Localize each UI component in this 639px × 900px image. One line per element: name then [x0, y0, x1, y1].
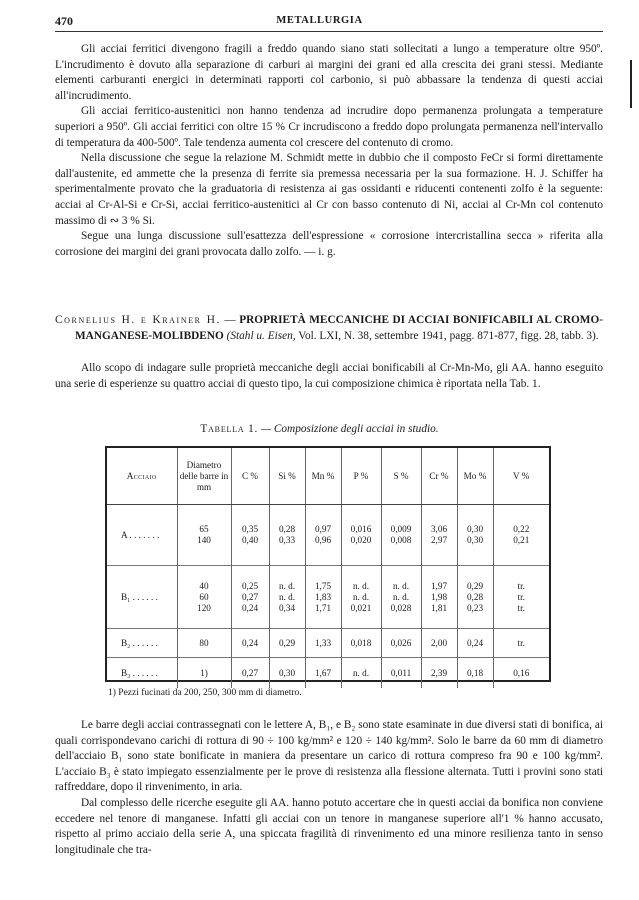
cell-s: 0,009 0,008 [381, 505, 421, 566]
header-cell: C % [231, 448, 269, 505]
margin-mark [630, 60, 632, 108]
cell-v: 0,22 0,21 [493, 505, 549, 566]
body-text-top [55, 42, 603, 260]
cell-mn: 1,33 [305, 629, 341, 658]
paragraph: Gli acciai ferritico-austenitici non hanno tendenza ad incrudire dopo permanenza prolungata a temperature superiori a 950º. Gli acciai ferritici con oltre 15 % Cr incrudiscono a freddo dopo prolungata permanenza nell'intervallo di temperatura da 400-500º. Tale tendenza aumenta col crescere del contenuto di cromo. [55, 105, 603, 149]
cell-diametro: 80 [177, 629, 231, 658]
paragraph: Le barre degli acciai contrassegnati con le lettere A, B₁, e B₂ sono state esaminate in due diversi stati di bonifica, ai quali corrispondevano carichi di rottura di 90 ÷ 100 kg/mm² e 120 ÷ 140 kg/mm². Solo le barre da 60 mm di diametro dell'acciaio B₁ sono state bonificate in maniera da presentare un carico di rottura compreso fra 90 e 100 kg/mm². L'acciaio B₃ è stato impiegato essenzialmente per le prove di resistenza alla flessione alternata. Tutti i provini sono stati raffreddare, dopo il rinvenimento, in aria. [55, 719, 603, 794]
header-cell: P % [341, 448, 381, 505]
cell-c: 0,27 [231, 658, 269, 689]
table-footnote: 1) Pezzi fucinati da 200, 250, 300 mm di diametro. [108, 688, 302, 698]
cell-mo: 0,30 0,30 [457, 505, 493, 566]
cell-mo: 0,29 0,28 0,23 [457, 566, 493, 629]
header-cell: Mn % [305, 448, 341, 505]
cell-acciaio: B₁ . . . . . . [121, 591, 158, 602]
table-row [107, 566, 549, 629]
header-cell: Acciaio [107, 448, 177, 505]
cell-acciaio: A . . . . . . . [121, 529, 160, 540]
cell-v: tr. tr. tr. [493, 566, 549, 629]
reference-title: PROPRIETÀ MECCANICHE DI ACCIAI BONIFICABILI AL CROMO-MANGANESE-MOLIBDENO [75, 314, 603, 342]
cell-diametro: 40 60 120 [177, 566, 231, 629]
cell-si: 0,28 0,33 [269, 505, 305, 566]
cell-si: 0,30 [269, 658, 305, 689]
header-cell: Mo % [457, 448, 493, 505]
cell-s: 0,011 [381, 658, 421, 689]
cell-cr: 3,06 2,97 [421, 505, 457, 566]
cell-s: 0,026 [381, 629, 421, 658]
composition-table [105, 446, 551, 682]
header-cell: V % [493, 448, 549, 505]
reference-journal: (Stahl u. Eisen, [226, 329, 296, 342]
header-cell: S % [381, 448, 421, 505]
cell-mn: 1,67 [305, 658, 341, 689]
paragraph: Dal complesso delle ricerche eseguite gli AA. hanno potuto accertare che in questi acciai da bonifica non conviene eccedere nel tenore di manganese. Infatti gli acciai con un tenore in manganese superiore all'1 % hanno accusato, rispetto al primo acciaio della serie A, una spiccata fragilità di rinvenimento ed una minore resilienza tanto in senso longitudinale che tra- [55, 796, 603, 856]
paragraph: Gli acciai ferritici divengono fragili a freddo quando siano stati sollecitati a lungo a temperature oltre 950º. L'incrudimento è dovuto alla separazione di carburi ai margini dei grani ed alla crescita dei grani stessi. Mediante elementi carburanti energici in determinati rapporti col carbonio, si può abbassare la tendenza di questi acciai all'incrudimento. [55, 43, 603, 102]
table-caption-label: Tabella 1. [200, 423, 259, 435]
cell-mn: 1,75 1,83 1,71 [305, 566, 341, 629]
cell-p: n. d. n. d. 0,021 [341, 566, 381, 629]
cell-diametro: 65 140 [177, 505, 231, 566]
header-cell: Si % [269, 448, 305, 505]
table-row [107, 505, 549, 566]
paragraph: Segue una lunga discussione sull'esattezza dell'espressione « corrosione intercristallina secca » riferita alla corrosione dei margini dei grani provocata dallo zolfo. — i. g. [55, 230, 603, 258]
cell-s: n. d. n. d. 0,028 [381, 566, 421, 629]
cell-cr: 1,97 1,98 1,81 [421, 566, 457, 629]
reference-dash: — [220, 314, 240, 326]
cell-v: 0,16 [493, 658, 549, 689]
paragraph: Nella discussione che segue la relazione M. Schmidt mette in dubbio che il composto FeCr si formi direttamente dall'austenite, ed ammette che la presenza di ferrite sia premessa necessaria per la sua formazione. H. J. Schiffer ha sperimentalmente provato che la graduatoria di resistenza ai gas ossidanti e riducenti contenenti zolfo è la seguente: acciai al Cr-Al-Si e Cr-Si, acciai ferritico-austenitici al Cr con basso contenuto di Ni, acciai al Cr-Mn col contenuto massimo di ∾ 3 % Si. [55, 152, 603, 227]
header-cell: Diametro delle barre in mm [177, 448, 231, 505]
cell-acciaio: B₃ . . . . . . [121, 667, 158, 678]
table-row [107, 658, 549, 689]
header-rule [55, 31, 603, 32]
intro-text [55, 361, 603, 392]
running-title: METALLURGIA [276, 15, 363, 26]
cell-cr: 2,39 [421, 658, 457, 689]
bibliographic-reference [55, 313, 603, 344]
cell-mn: 0,97 0,96 [305, 505, 341, 566]
header-cell: Cr % [421, 448, 457, 505]
cell-cr: 2,00 [421, 629, 457, 658]
cell-c: 0,25 0,27 0,24 [231, 566, 269, 629]
table-caption [0, 423, 639, 435]
cell-mo: 0,24 [457, 629, 493, 658]
cell-p: 0,016 0,020 [341, 505, 381, 566]
reference-authors: Cornelius H. e Krainer H. [55, 314, 221, 326]
table-row [107, 629, 549, 658]
cell-p: n. d. [341, 658, 381, 689]
table-caption-title: — Composizione degli acciai in studio. [258, 423, 439, 435]
reference-details: Vol. LXI, N. 38, settembre 1941, pagg. 871-877, figg. 28, tabb. 3). [295, 329, 599, 342]
cell-p: 0,018 [341, 629, 381, 658]
cell-si: 0,29 [269, 629, 305, 658]
cell-c: 0,24 [231, 629, 269, 658]
cell-mo: 0,18 [457, 658, 493, 689]
body-text-bottom [55, 718, 603, 858]
cell-c: 0,35 0,40 [231, 505, 269, 566]
paragraph: Allo scopo di indagare sulle proprietà meccaniche degli acciai bonificabili al Cr-Mn-Mo, gli AA. hanno eseguito una serie di esperienze su quattro acciai di questo tipo, la cui composizione chimica è riportata nella Tab. 1. [55, 362, 603, 390]
page-number: 470 [55, 14, 73, 28]
cell-acciaio: B₂ . . . . . . [121, 637, 158, 648]
cell-v: tr. [493, 629, 549, 658]
cell-diametro: 1) [177, 658, 231, 689]
cell-si: n. d. n. d. 0,34 [269, 566, 305, 629]
